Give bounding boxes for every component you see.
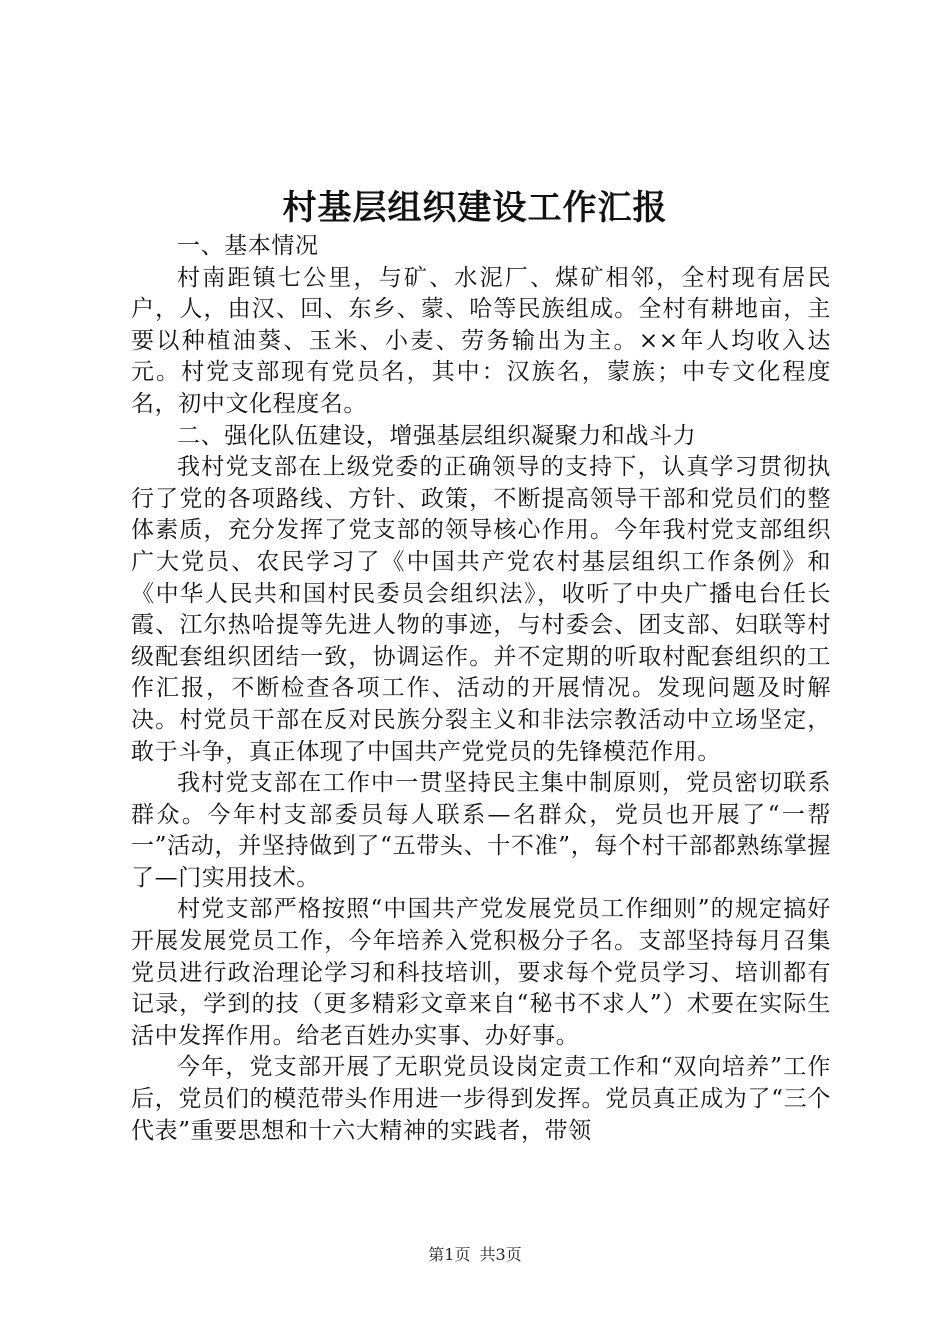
page-total: 共3页 [479, 1245, 522, 1264]
document-body [131, 231, 831, 1147]
paragraph-member-development: 村党支部严格按照“中国共产党发展党员工作细则”的规定搞好开展发展党员工作，今年培养入党积极分子名。支部坚持每月召集党员进行政治理论学习和科技培训，要求每个党员学习、培训都有记录，学到的技（更多精彩文章来自“秘书不求人”）术要在实际生活中发挥作用。给老百姓办实事、办好事。 [131, 896, 831, 1049]
paragraph-party-leadership: 我村党支部在上级党委的正确领导的支持下，认真学习贯彻执行了党的各项路线、方针、政策，不断提高领导干部和党员们的整体素质，充分发挥了党支部的领导核心作用。今年我村党支部组织广大党员、农民学习了《中国共产党农村基层组织工作条例》和《中华人民共和国村民委员会组织法》，收听了中央广播电台任长霞、江尔热哈提等先进人物的事迹，与村委会、团支部、妇联等村级配套组织团结一致，协调运作。并不定期的听取村配套组织的工作汇报，不断检查各项工作、活动的开展情况。发现问题及时解决。村党员干部在反对民族分裂主义和非法宗教活动中立场坚定，敢于斗争，真正体现了中国共产党党员的先锋模范作用。 [131, 454, 831, 765]
page-footer [0, 1244, 950, 1266]
document-title: 村基层组织建设工作汇报 [282, 188, 668, 228]
paragraph-democratic-centralism: 我村党支部在工作中一贯坚持民主集中制原则，党员密切联系群众。今年村支部委员每人联系—名群众，党员也开展了“一帮一”活动，并坚持做到了“五带头、十不准”，每个村干部都熟练掌握了—门实用技术。 [131, 770, 831, 891]
paragraph-this-year: 今年，党支部开展了无职党员设岗定责工作和“双向培养”工作后，党员们的模范带头作用进一步得到发挥。党员真正成为了“三个代表”重要思想和十六大精神的实践者，带领 [131, 1054, 831, 1144]
section-heading-team-building: 二、强化队伍建设，增强基层组织凝聚力和战斗力 [177, 422, 697, 449]
page-number: 第1页 [428, 1245, 471, 1264]
section-heading-basic-info: 一、基本情况 [177, 233, 319, 259]
paragraph-basic-info: 村南距镇七公里，与矿、水泥厂、煤矿相邻，全村现有居民户，人，由汉、回、东乡、蒙、哈等民族组成。全村有耕地亩，主要以种植油葵、玉米、小麦、劳务输出为主。××年人均收入达元。村党支部现有党员名，其中：汉族名，蒙族；中专文化程度名，初中文化程度名。 [131, 264, 831, 417]
